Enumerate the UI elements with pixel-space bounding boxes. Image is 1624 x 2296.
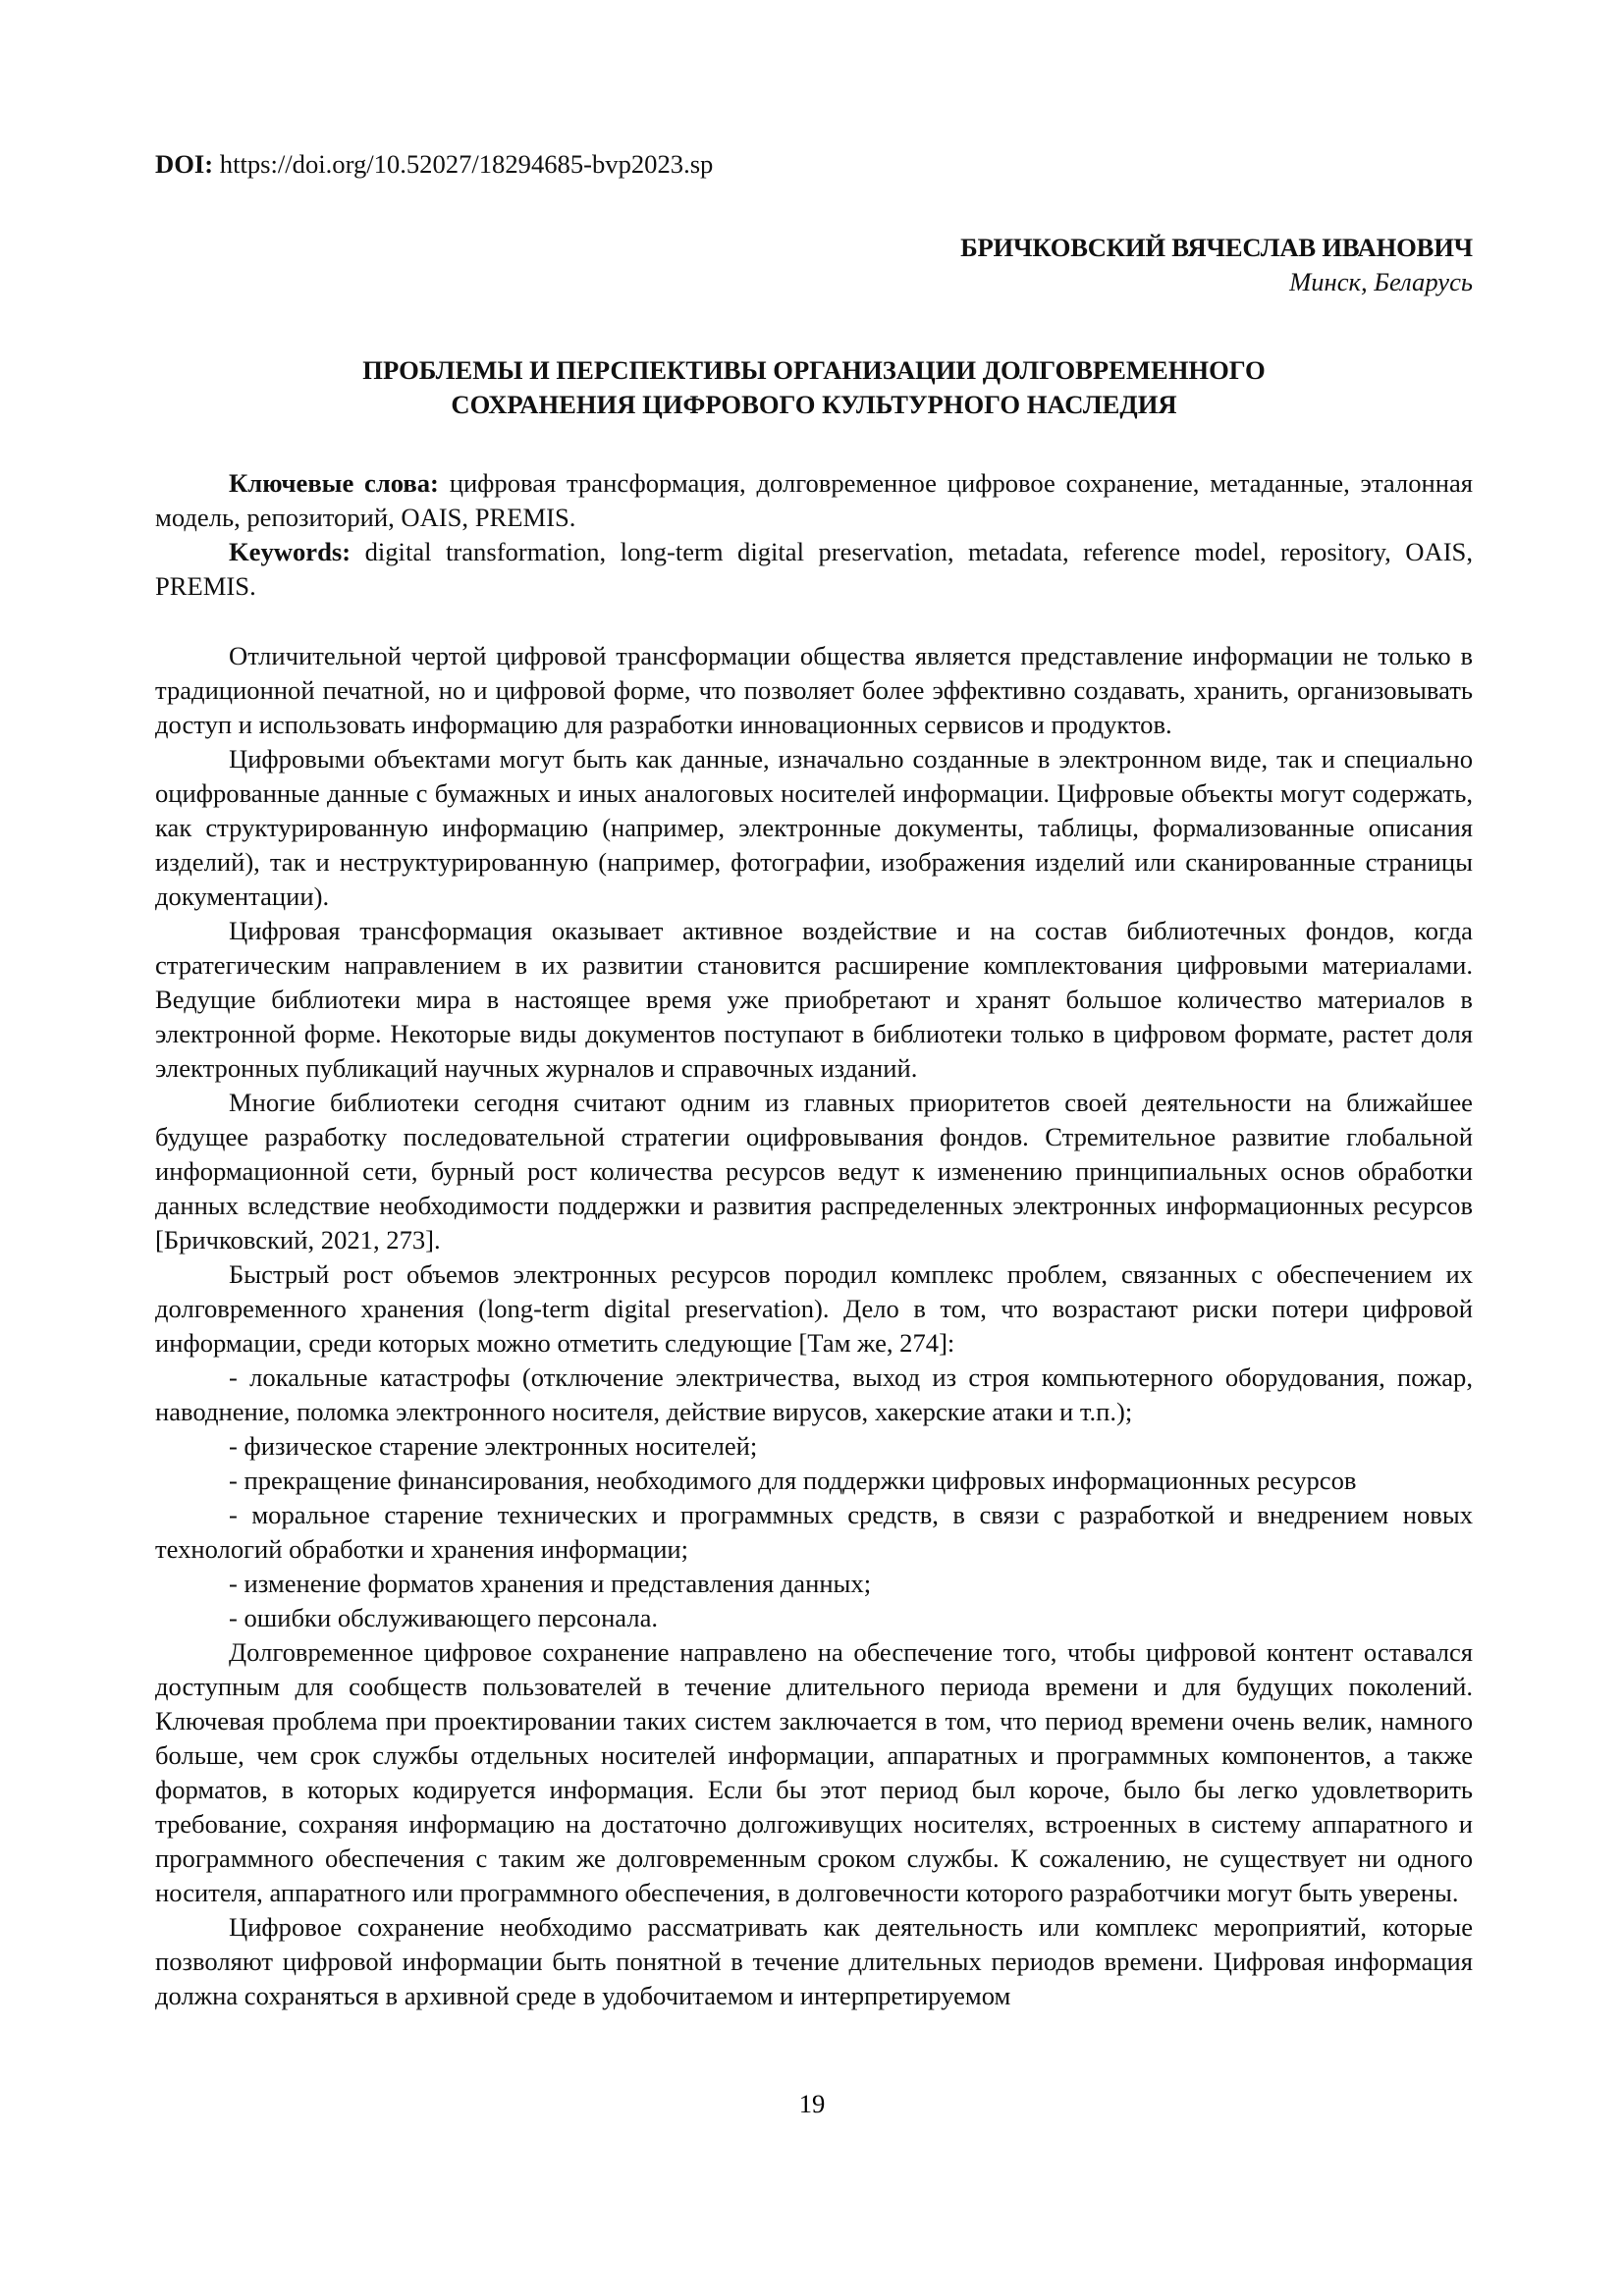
keywords-en [155,535,1473,604]
doi-line [155,147,1473,182]
article-body [155,639,1473,2013]
paragraph: Цифровая трансформация оказывает активное воздействие и на состав библиотечных фондов, когда стратегическим направлением в их развитии становится расширение комплектования цифровыми материалами. Ведущие библиотеки мира в настоящее время уже приобретают и хранят большое количество материалов в электронной форме. Некоторые виды документов поступают в библиотеки только в цифровом формате, растет доля электронных публикаций научных журналов и справочных изданий. [155,916,1473,1083]
author-block [155,231,1473,299]
paragraph: Цифровыми объектами могут быть как данные, изначально созданные в электронном виде, так и специально оцифрованные данные с бумажных и иных аналоговых носителей информации. Цифровые объекты могут содержать, как структурированную информацию (например, электронные документы, таблицы, формализованные описания изделий), так и неструктурированную (например, фотографии, изображения изделий или сканированные страницы документации). [155,744,1473,911]
keywords-en-label: Keywords: [229,537,352,566]
page-number: 19 [798,2089,826,2118]
paragraph: Быстрый рост объемов электронных ресурсов породил комплекс проблем, связанных с обеспечением их долговременного хранения (long-term digital preservation). Дело в том, что возрастают риски потери цифровой информации, среди которых можно отметить следующие [Там же, 274]: [155,1259,1473,1358]
list-item: - локальные катастрофы (отключение электричества, выход из строя компьютерного оборудования, пожар, наводнение, поломка электронного носителя, действие вирусов, хакерские атаки и т.п.); [155,1362,1473,1426]
title-line-2: СОХРАНЕНИЯ ЦИФРОВОГО КУЛЬТУРНОГО НАСЛЕДИЯ [451,390,1177,419]
keywords-ru-label: Ключевые слова: [229,468,439,498]
keywords-en-text: digital transformation, long-term digital preservation, metadata, reference model, repository, OAIS, PREMIS. [155,537,1473,601]
doi-label: DOI: [155,149,214,179]
paragraph: Многие библиотеки сегодня считают одним из главных приоритетов своей деятельности на ближайшее будущее разработку последовательной стратегии оцифровывания фондов. Стремительное развитие глобальной информационной сети, бурный рост количества ресурсов ведут к изменению принципиальных основ обработки данных вследствие необходимости поддержки и развития распределенных электронных информационных ресурсов [Бричковский, 2021, 273]. [155,1088,1473,1255]
paragraph: Долговременное цифровое сохранение направлено на обеспечение того, чтобы цифровой контент оставался доступным для сообществ пользователей в течение длительного периода времени и для будущих поколений. Ключевая проблема при проектировании таких систем заключается в том, что период времени очень велик, намного больше, чем срок службы отдельных носителей информации, аппаратных и программных компонентов, а также форматов, в которых кодируется информация. Если бы этот период был короче, было бы легко удовлетворить требование, сохраняя информацию на достаточно долгоживущих носителях, встроенных в систему аппаратного и программного обеспечения с таким же долговременным сроком службы. К сожалению, не существует ни одного носителя, аппаратного или программного обеспечения, в долговечности которого разработчики могут быть уверены. [155,1637,1473,1907]
title-line-1: ПРОБЛЕМЫ И ПЕРСПЕКТИВЫ ОРГАНИЗАЦИИ ДОЛГОВРЕМЕННОГО [362,355,1266,385]
keywords-ru [155,466,1473,535]
author-name: БРИЧКОВСКИЙ ВЯЧЕСЛАВ ИВАНОВИЧ [960,233,1473,262]
doi-url[interactable]: https://doi.org/10.52027/18294685-bvp2023.sp [219,149,714,179]
article-title [155,353,1473,422]
page-body [155,147,1473,2013]
list-item: - моральное старение технических и программных средств, в связи с разработкой и внедрением новых технологий обработки и хранения информации; [155,1500,1473,1564]
keywords-block [155,466,1473,604]
paragraph: Отличительной чертой цифровой трансформации общества является представление информации не только в традиционной печатной, но и цифровой форме, что позволяет более эффективно создавать, хранить, организовывать доступ и использовать информацию для разработки инновационных сервисов и продуктов. [155,641,1473,739]
keywords-ru-text: цифровая трансформация, долговременное цифровое сохранение, метаданные, эталонная модель, репозиторий, OAIS, PREMIS. [155,468,1473,532]
list-item: - прекращение финансирования, необходимого для поддержки цифровых информационных ресурсов [229,1466,1357,1495]
list-item: - физическое старение электронных носителей; [229,1431,758,1461]
paragraph: Цифровое сохранение необходимо рассматривать как деятельность или комплекс мероприятий, которые позволяют цифровой информации быть понятной в течение длительных периодов времени. Цифровая информация должна сохраняться в архивной среде в удобочитаемом и интерпретируемом [155,1912,1473,2010]
list-item: - изменение форматов хранения и представления данных; [229,1569,872,1598]
author-location: Минск, Беларусь [1289,267,1473,296]
list-item: - ошибки обслуживающего персонала. [229,1603,659,1632]
